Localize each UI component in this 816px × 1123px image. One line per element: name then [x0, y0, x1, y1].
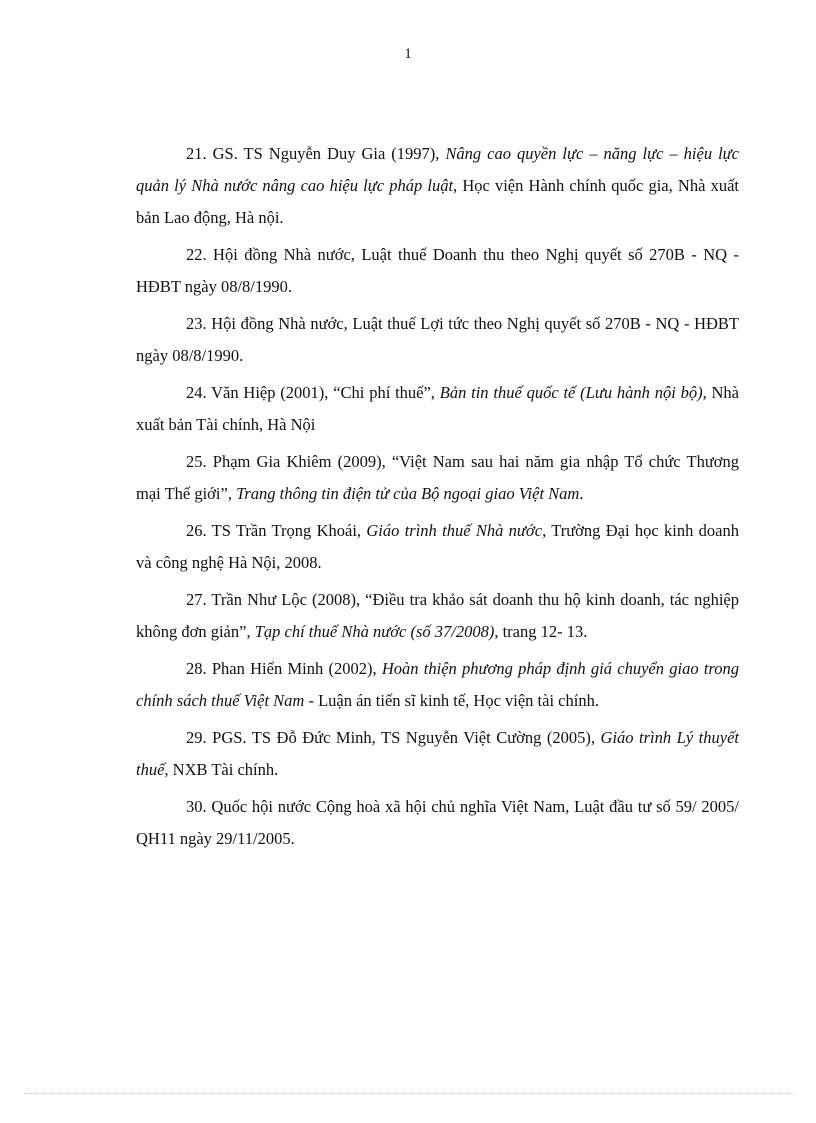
reference-item-21: [136, 138, 739, 234]
reference-text: 27. Trần Như Lộc (2008), “Điều tra khảo sát doanh thu hộ kinh doanh, tác nghiệp không đơn giản”,: [136, 590, 739, 641]
reference-item-24: [136, 377, 739, 441]
reference-title: Giáo trình thuế Nhà nước: [366, 521, 543, 540]
reference-text: 26. TS Trần Trọng Khoái,: [186, 521, 367, 540]
reference-text: 30. Quốc hội nước Cộng hoà xã hội chủ nghĩa Việt Nam, Luật đầu tư số 59/ 2005/ QH11 ngày 29/11/2005.: [136, 797, 739, 848]
reference-item-25: [136, 446, 739, 510]
reference-text: 23. Hội đồng Nhà nước, Luật thuế Lợi tức theo Nghị quyết số 270B - NQ - HĐBT ngày 08/8/1990.: [136, 314, 739, 365]
reference-title: Hoàn thiện phương pháp định giá chuyển giao trong chính sách thuế Việt Nam: [136, 659, 739, 710]
reference-text: .: [579, 484, 584, 503]
reference-text: , Trường Đại học kinh doanh và công nghệ Hà Nội, 2008.: [136, 521, 739, 572]
reference-item-30: [136, 791, 739, 855]
reference-text: , NXB Tài chính.: [164, 760, 279, 779]
reference-item-26: [136, 515, 739, 579]
reference-text: 29. PGS. TS Đỗ Đức Minh, TS Nguyễn Việt Cường (2005),: [186, 728, 601, 747]
page-number: 1: [404, 46, 412, 62]
reference-item-29: [136, 722, 739, 786]
reference-title: Nâng cao quyền lực – năng lực – hiệu lực quản lý Nhà nước nâng cao hiệu lực pháp luật: [136, 144, 739, 195]
reference-text: , Học viện Hành chính quốc gia, Nhà xuất bản Lao động, Hà nội.: [136, 176, 739, 227]
reference-title: Giáo trình Lý thuyết thuế: [136, 728, 739, 779]
reference-text: - Luận án tiến sĩ kinh tế, Học viện tài chính.: [304, 691, 599, 710]
reference-text: trang 12- 13.: [498, 622, 588, 641]
reference-text: 28. Phan Hiển Minh (2002),: [186, 659, 382, 678]
reference-item-27: [136, 584, 739, 648]
reference-text: 24. Văn Hiệp (2001), “Chi phí thuế”,: [186, 383, 440, 402]
page-bottom-divider: [24, 1093, 794, 1094]
reference-text: 22. Hội đồng Nhà nước, Luật thuế Doanh thu theo Nghị quyết số 270B - NQ - HĐBT ngày 08/8/1990.: [136, 245, 739, 296]
reference-item-23: [136, 308, 739, 372]
reference-title: Bản tin thuế quốc tế (Lưu hành nội bộ): [439, 383, 703, 402]
reference-list: [136, 138, 739, 860]
reference-text: 25. Phạm Gia Khiêm (2009), “Việt Nam sau hai năm gia nhập Tổ chức Thương mại Thế giới”,: [136, 452, 739, 503]
reference-title: Tạp chí thuế Nhà nước (số 37/2008),: [254, 622, 499, 641]
reference-text: , Nhà xuất bản Tài chính, Hà Nội: [136, 383, 739, 434]
reference-item-28: [136, 653, 739, 717]
reference-title: Trang thông tin điện tử của Bộ ngoại giao Việt Nam: [236, 484, 580, 503]
reference-item-22: [136, 239, 739, 303]
reference-text: 21. GS. TS Nguyễn Duy Gia (1997),: [186, 144, 446, 163]
